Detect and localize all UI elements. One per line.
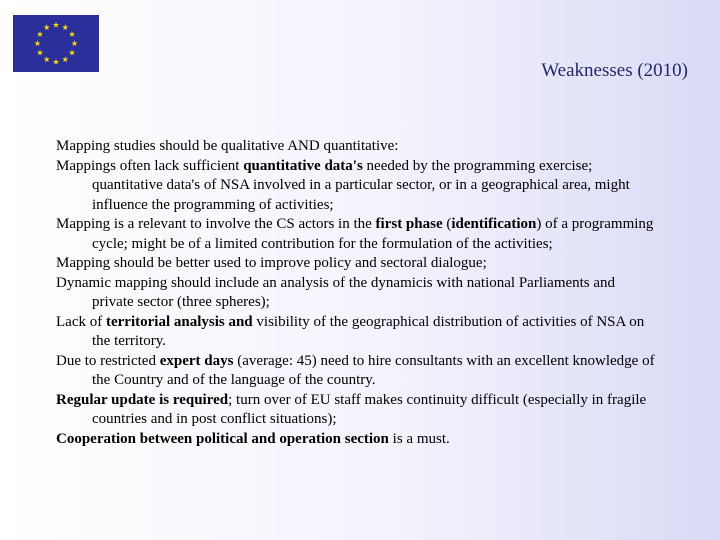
text-run: (average: 45) need to hire consultants with an excellent knowledge of the Country and of the language of the country. [92,352,655,388]
text-run: Mapping is a relevant to involve the CS actors in the [56,216,376,232]
paragraph-2 [56,157,656,216]
paragraph-1 [56,137,656,157]
flag-star-icon [71,40,77,46]
paragraph-5 [56,274,656,313]
text-run: is a must. [388,430,450,447]
flag-star-icon [53,22,59,28]
bold-text: territorial analysis and [105,313,253,330]
flag-star-icon [44,56,50,62]
text-run: ; turn over of EU staff makes continuity difficult (especially in fragile countries and in post conflict situations); [92,391,647,427]
eu-flag-icon [13,15,99,72]
flag-star-icon [37,49,43,55]
text-run: ) of a programming cycle; might be of a limited contribution for the formulation of the activities; [92,216,654,252]
text-run: Due to restricted [56,352,160,369]
flag-star-icon [69,31,75,37]
bold-text: quantitative data's [243,157,363,174]
text-run: Mappings often lack sufficient [56,157,244,174]
eu-flag-stars [13,15,99,72]
bold-text: Cooperation between political and operation section [56,430,389,447]
text-run: ( [442,216,452,232]
flag-star-icon [53,59,59,65]
paragraph-8 [56,391,656,430]
text-run: Lack of [56,313,106,330]
bold-text: Regular update is required [56,391,229,408]
text-run: visibility of the geographical distribution of activities of NSA on the territory. [92,313,645,349]
slide-title: Weaknesses (2010) [541,60,688,81]
flag-star-icon [37,31,43,37]
bold-text: first phase [375,216,443,232]
paragraph-6 [56,313,656,352]
paragraph-3 [56,215,656,254]
flag-star-icon [62,24,68,30]
text-run: Dynamic mapping should include an analysis of the dynamicis with national Parliaments and private sector (three spheres); [56,274,616,310]
text-run: needed by the programming exercise; quantitative data's of NSA involved in a particular sector, or in a geographical area, might influence the programming of activities; [92,157,630,213]
text-run: Mapping studies should be qualitative AND quantitative: [56,138,399,154]
flag-star-icon [62,56,68,62]
paragraph-4 [56,254,656,274]
flag-star-icon [34,40,40,46]
paragraph-7 [56,352,656,391]
paragraph-9 [56,430,656,450]
flag-star-icon [44,24,50,30]
bold-text: expert days [159,352,234,369]
text-run: Mapping should be better used to improve policy and sectoral dialogue; [56,255,487,271]
flag-star-icon [69,49,75,55]
bold-text: identification [451,216,537,232]
bullet-list [56,137,656,449]
